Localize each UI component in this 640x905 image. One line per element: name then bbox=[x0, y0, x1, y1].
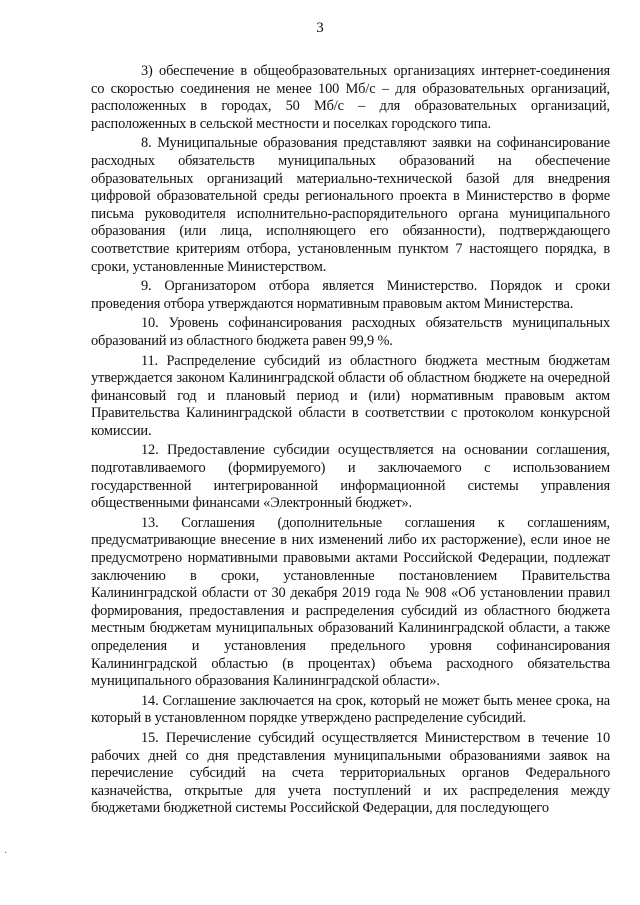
scan-margin-mark: · bbox=[4, 848, 8, 859]
paragraph-14: 14. Соглашение заключается на срок, который не может быть менее срока, на который в установленном порядке утверждено распределение субсидий. bbox=[91, 692, 610, 727]
paragraph-15: 15. Перечисление субсидий осуществляется Министерством в течение 10 рабочих дней со дня представления муниципальными образованиями заявок на перечисление субсидий на счета территориальных органов Федерального казначейства, открытые для учета поступлений и их распределения между бюджетами бюджетной системы Российской Федерации, для последующего bbox=[91, 729, 610, 817]
paragraph-item-3: 3) обеспечение в общеобразовательных организациях интернет-соединения со скоростью соединения не менее 100 Мб/с – для образовательных организаций, расположенных в городах, 50 Мб/с – для образовательных организаций, расположенных в сельской местности и поселках городского типа. bbox=[91, 63, 610, 132]
document-body bbox=[91, 63, 610, 820]
paragraph-13: 13. Соглашения (дополнительные соглашения к соглашениям, предусматривающие внесение в них изменений либо их расторжение), если иное не предусмотрено нормативными правовыми актами Российской Федерации, подлежат заключению в сроки, установленные постановлением Правительства Калининградской области от 30 декабря 2019 года № 908 «Об установлении правил формирования, предоставления и распределения субсидий из областного бюджета местным бюджетам муниципальных образований Калининградской области, а также определения и установления предельного уровня софинансирования Калининградской областью (в процентах) объема расходного обязательства муниципального образования Калининградской области». bbox=[91, 514, 610, 690]
page-number: 3 bbox=[316, 20, 324, 36]
paragraph-9: 9. Организатором отбора является Министерство. Порядок и сроки проведения отбора утверждаются нормативным правовым актом Министерства. bbox=[91, 278, 610, 312]
paragraph-11: 11. Распределение субсидий из областного бюджета местным бюджетам утверждается законом Калининградской области об областном бюджете на очередной финансовый год и плановый период и (или) нормативным правовым актом Правительства Калининградской области в соответствии с протоколом конкурсной комиссии. bbox=[91, 352, 610, 439]
paragraph-12: 12. Предоставление субсидии осуществляется на основании соглашения, подготавливаемого (формируемого) и заключаемого с использованием государственной интегрированной информационной системы управления общественными финансами «Электронный бюджет». bbox=[91, 442, 610, 512]
paragraph-10: 10. Уровень софинансирования расходных обязательств муниципальных образований из областного бюджета равен 99,9 %. bbox=[91, 315, 610, 349]
paragraph-8: 8. Муниципальные образования представляют заявки на софинансирование расходных обязательств муниципальных образований на обеспечение образовательных организаций материально-технической базой для внедрения цифровой образовательной среды регионального проекта в Министерство в форме письма руководителя исполнительно-распорядительного органа муниципального образования (или лица, исполняющего его обязанности), подтверждающего соответствие критериям отбора, установленным пунктом 7 настоящего порядка, в сроки, установленные Министерством. bbox=[91, 135, 610, 275]
